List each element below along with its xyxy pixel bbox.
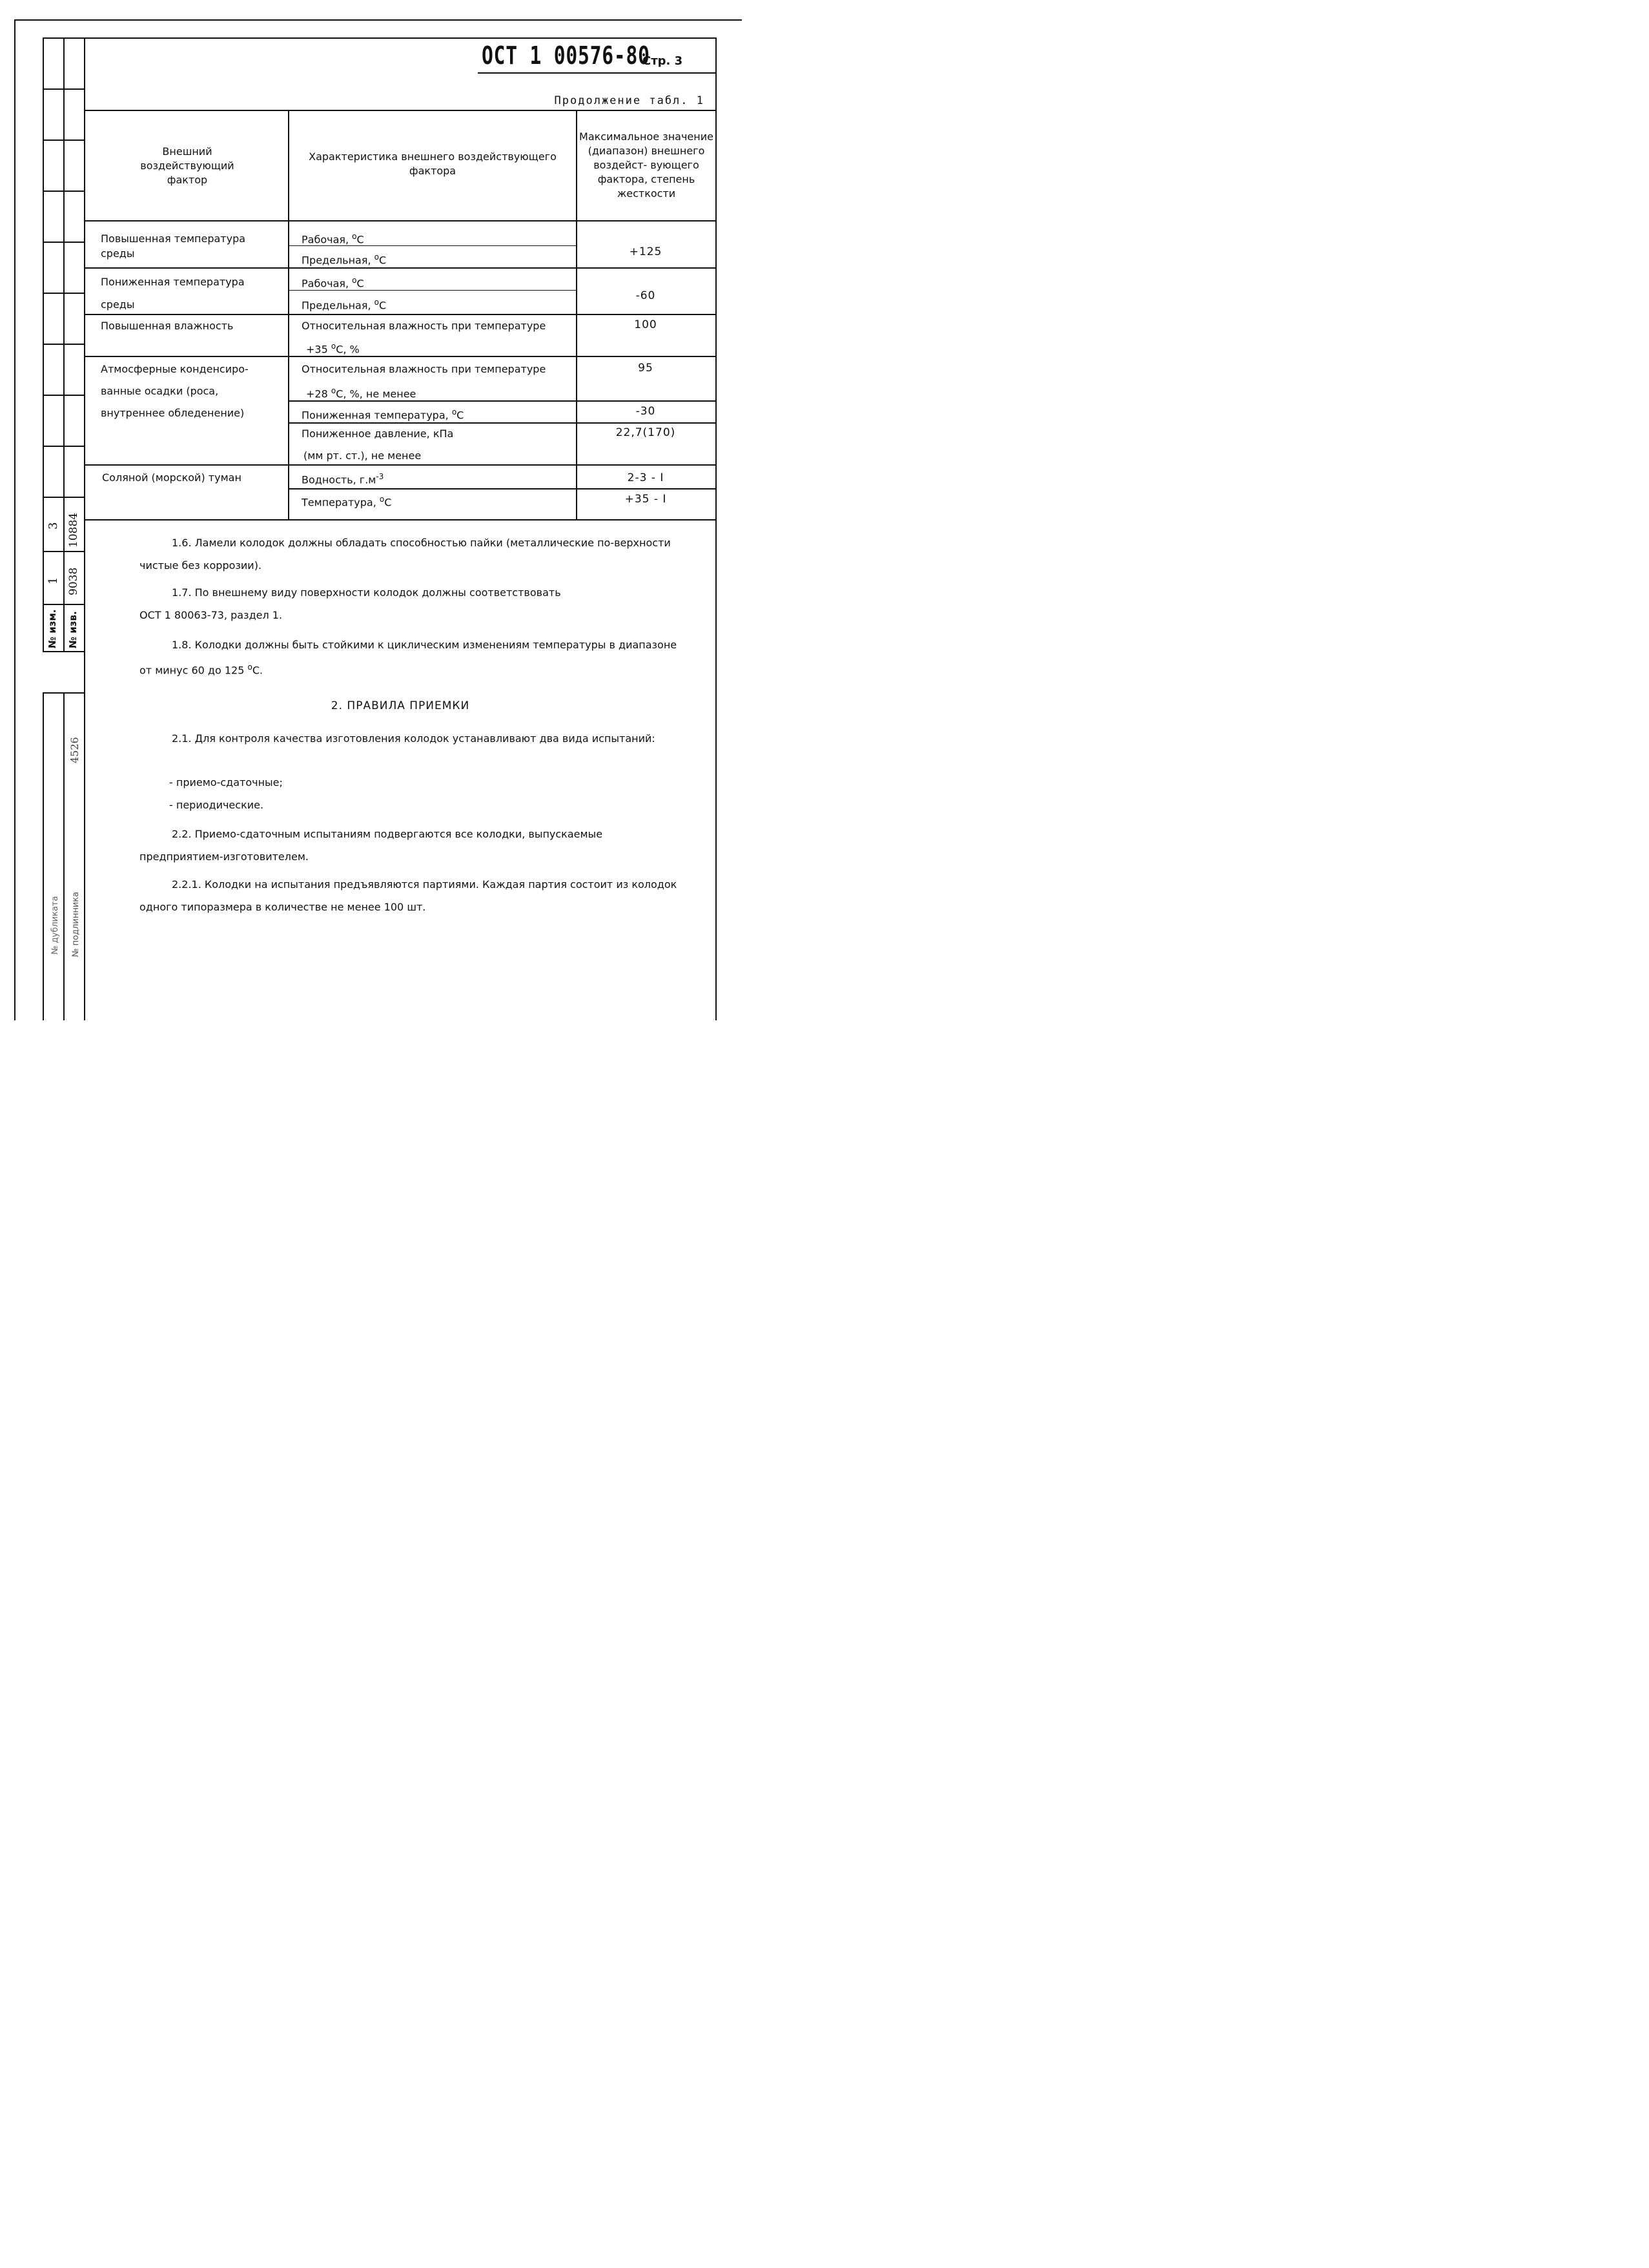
paragraph-2-2-1: 2.2.1. Колодки на испытания предъявляются партиями. Каждая партия состоит из колодок одного типоразмера в количестве не менее 100 шт.	[139, 878, 677, 913]
row1-char-limit: Предельная, $^o$C	[302, 253, 387, 267]
row1-char-working: Рабочая, $^o$C	[302, 232, 364, 246]
notice-1: 9038	[67, 567, 80, 595]
row4-value-low-temp: -30	[635, 405, 656, 418]
row2-factor-line2: среды	[101, 298, 135, 311]
change-1: 1	[46, 577, 60, 584]
row4-factor-line2: ванные осадки (роса,	[101, 385, 219, 397]
change-2: 3	[46, 522, 60, 530]
paragraph-1-8: 1.8. Колодки должны быть стойкими к циклическим изменениям температуры в диапазоне от минус 60 до 125 $^o$C.	[139, 639, 677, 677]
section-title-acceptance-rules: 2. ПРАВИЛА ПРИЕМКИ	[331, 699, 470, 712]
paragraph-1-6: 1.6. Ламели колодок должны обладать способностью пайки (металлические по-верхности чистые без коррозии).	[139, 537, 671, 572]
page-label: Стр. 3	[642, 54, 683, 68]
row4-value-humidity: 95	[638, 362, 653, 375]
row4-char-pressure-line2: (мм рт. ст.), не менее	[303, 449, 422, 462]
row1-factor-line2: среды	[101, 247, 135, 260]
row4-char-line2: +28 $^o$C, %, не менее	[306, 386, 416, 400]
row2-char-limit: Предельная, $^o$C	[302, 298, 387, 312]
row2-factor-line1: Пониженная температура	[101, 276, 245, 288]
row3-value: 100	[634, 318, 657, 331]
row4-char-low-temp: Пониженная температура, $^o$C	[302, 407, 464, 422]
continuation-label: Продолжение табл. 1	[554, 94, 704, 107]
paragraph-1-7-line1: 1.7. По внешнему виду поверхности колодок должны соответствовать	[172, 586, 561, 599]
duplicate-label: № дубликата	[50, 896, 60, 954]
list-item-periodic: - периодические.	[169, 799, 264, 811]
row3-char-line2: +35 $^o$C, %	[306, 342, 360, 356]
paragraph-2-2: 2.2. Приемо-сдаточным испытаниям подвергаются все колодки, выпускаемые предприятием-изготовителем.	[139, 828, 603, 863]
change-no-label: № изм.	[46, 609, 58, 648]
row2-char-working: Рабочая, $^o$C	[302, 276, 364, 290]
row5-char-water-content: Водность, $г.м^{-3}$	[302, 472, 384, 486]
row4-factor-line1: Атмосферные конденсиро-	[101, 363, 249, 375]
paragraph-1-7-line2: ОСТ 1 80063-73, раздел 1.	[139, 609, 283, 621]
row5-value-water-content: 2-3 - I	[627, 471, 664, 484]
row1-factor-line1: Повышенная температура	[101, 232, 246, 245]
row5-factor: Соляной (морской) туман	[102, 471, 241, 484]
column-header-max-value: Максимальное значение (диапазон) внешнего воздейст- вующего фактора, степень жесткости	[579, 130, 713, 200]
row4-value-pressure: 22,7(170)	[615, 426, 676, 439]
notice-2: 10884	[67, 512, 80, 548]
row5-char-temperature: Температура, $^o$C	[302, 495, 392, 509]
column-header-factor: Внешний воздействующий фактор	[140, 145, 234, 186]
notice-no-label: № изв.	[67, 611, 79, 648]
inventory-number: 4526	[68, 737, 81, 763]
standard-number: ОСТ 1 00576-80	[482, 41, 650, 70]
row4-char-pressure-line1: Пониженное давление, кПа	[302, 428, 454, 440]
paragraph-2-1: 2.1. Для контроля качества изготовления колодок устанавливают два вида испытаний:	[172, 732, 655, 745]
row3-char-line1: Относительная влажность при температуре	[302, 320, 546, 332]
column-header-characteristic: Характеристика внешнего воздействующего фактора	[309, 150, 557, 177]
row4-char-line1: Относительная влажность при температуре	[302, 363, 546, 375]
row5-value-temperature: +35 - I	[624, 493, 667, 506]
row1-value: +125	[629, 245, 662, 258]
original-label: № подлинника	[71, 891, 81, 957]
row3-factor: Повышенная влажность	[101, 320, 234, 332]
row4-factor-line3: внутреннее обледенение)	[101, 407, 245, 419]
list-item-acceptance: - приемо-сдаточные;	[169, 776, 283, 789]
row2-value: -60	[635, 289, 656, 302]
